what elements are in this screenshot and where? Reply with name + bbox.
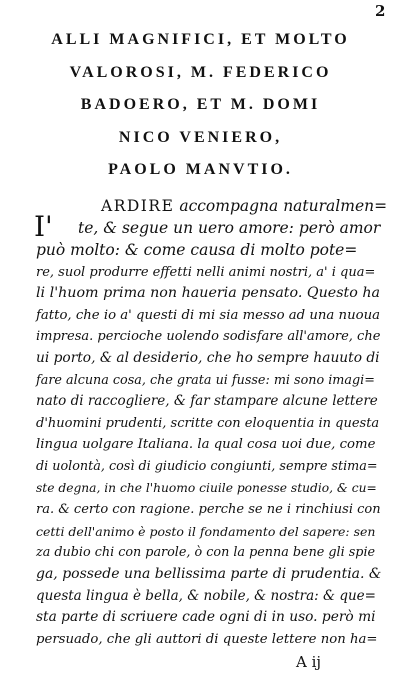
heading-line: NICO VENIERO, — [118, 128, 283, 146]
text-line: d'huomini prudenti, scritte con eloquentia in questa — [36, 415, 380, 431]
text-line: ga, possede una bellissima parte di prudentia. & — [36, 565, 382, 582]
text-line: fatto, che io a' questi di mi sia messo ad una nuoua — [36, 307, 381, 323]
signature-mark: A ij — [296, 653, 322, 671]
text-line: impresa. percioche uolendo sodisfare all'amore, che — [36, 329, 381, 345]
heading-line: PAOLO MANVTIO. — [108, 161, 293, 178]
opening-small-caps: ARDIRE — [101, 197, 175, 215]
text-line: lingua uolgare Italiana. la qual cosa uoi due, come — [36, 437, 376, 453]
initial-letter: I' — [34, 210, 53, 243]
opening-second-line: te, & segue un uero amore: però amor — [78, 219, 381, 237]
text-line: può molto: & come causa di molto pote= — [36, 241, 358, 259]
text-line: re, suol produrre effetti nelli animi nostri, a' i qua= — [36, 264, 376, 280]
text-line: za dubio chi con parole, ò con la penna bene gli spie — [36, 545, 376, 561]
text-line: nato di raccogliere, & far stampare alcune lettere — [36, 393, 378, 410]
text-line: ra. & certo con ragione. perche se ne i rinchiusi con — [36, 502, 381, 518]
text-line: ste degna, in che l'huomo ciuile ponesse studio, & cu= — [36, 480, 377, 495]
opening-text: accompagna naturalmen= — [174, 197, 388, 215]
text-line: fare alcuna cosa, che grata ui fusse: mi sono imagi= — [36, 372, 375, 388]
text-line: cetti dell'animo è posto il fondamento del sapere: sen — [36, 523, 376, 539]
heading-line: ALLI MAGNIFICI, ET MOLTO — [51, 31, 350, 48]
heading-line: VALOROSI, M. FEDERICO — [69, 63, 332, 81]
body-text — [36, 240, 382, 650]
text-line: sta parte di scriuere cade ogni di in uso. però mi — [36, 609, 376, 626]
text-line: ui porto, & al desiderio, che ho sempre hauuto di — [36, 349, 380, 366]
text-line: li l'huom prima non haueria pensato. Questo ha — [36, 285, 381, 302]
opening-line — [101, 197, 387, 215]
text-line: di uolontà, così di giudicio congiunti, sempre stima= — [36, 458, 378, 474]
heading-line: BADOERO, ET M. DOMI — [80, 96, 321, 113]
text-line: questa lingua è bella, & nobile, & nostra: & que= — [36, 587, 376, 604]
page-number: 2 — [375, 2, 386, 20]
text-line: persuado, che gli auttori di queste lettere non ha= — [36, 631, 378, 647]
dedication-heading — [0, 24, 401, 187]
